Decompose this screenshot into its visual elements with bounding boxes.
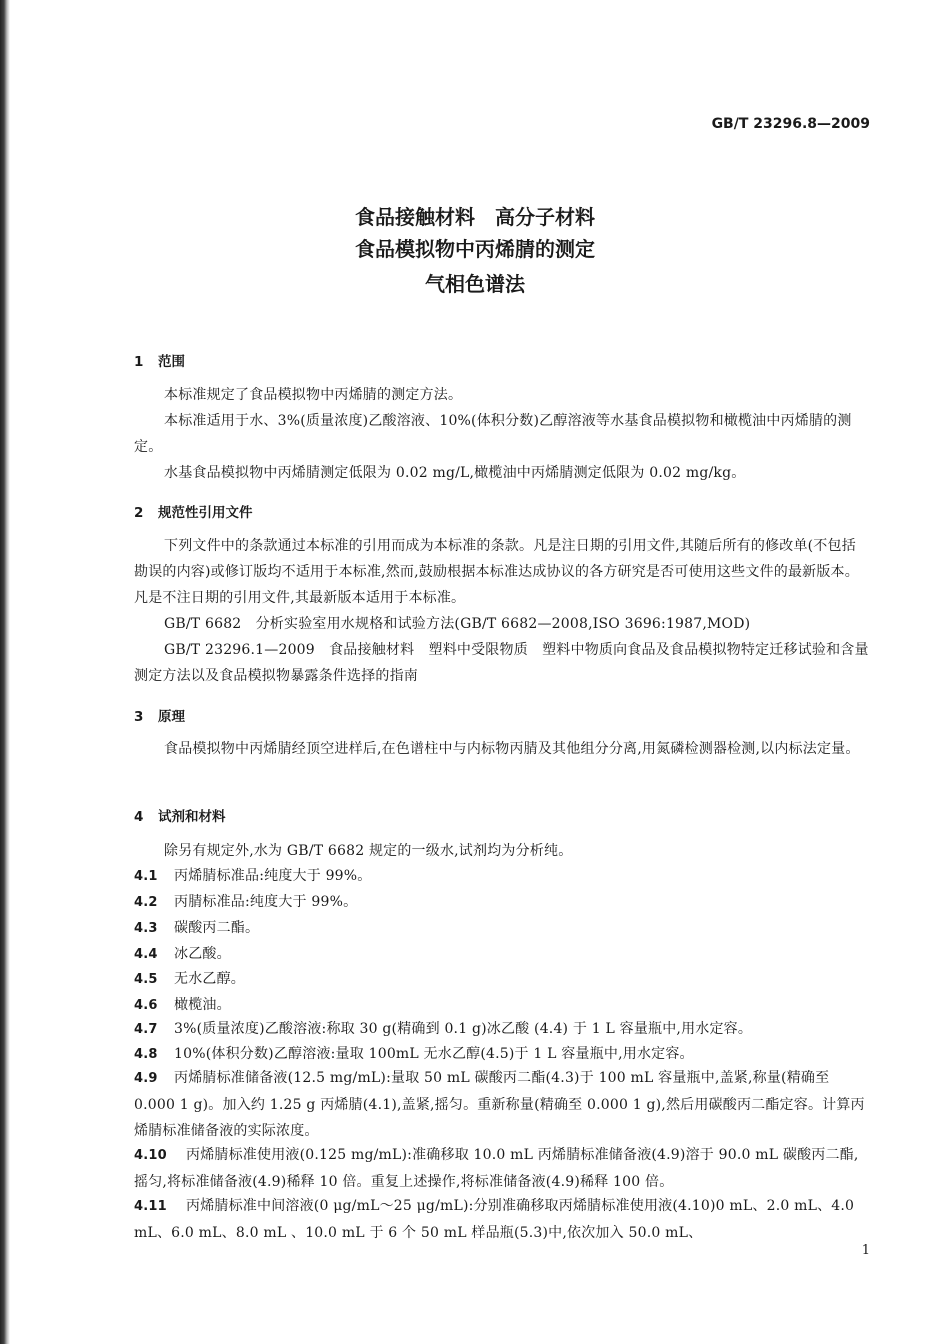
section-number: 1 bbox=[134, 354, 144, 370]
scan-edge bbox=[0, 0, 10, 1344]
reference-item: GB/T 6682 分析实验室用水规格和试验方法(GB/T 6682—2008,ISO 3696:1987,MOD) bbox=[164, 616, 751, 632]
standard-number: GB/T 23296.8—2009 bbox=[711, 116, 870, 132]
paragraph: 本标准适用于水、3%(质量浓度)乙酸溶液、10%(体积分数)乙醇溶液等水基食品模拟物和橄榄油中丙烯腈的测定。 bbox=[134, 413, 852, 455]
section-title: 原理 bbox=[158, 709, 185, 725]
paragraph: 食品模拟物中丙烯腈经顶空进样后,在色谱柱中与内标物丙腈及其他组分分离,用氮磷检测器检测,以内标法定量。 bbox=[164, 741, 860, 757]
list-item: 4.9 丙烯腈标准储备液(12.5 mg/mL):量取 50 mL 碳酸丙二酯(4.3)于 100 mL 容量瓶中,盖紧,称量(精确至 0.000 1 g)。加入约 1.25 g 丙烯腈(4.1),盖紧,摇匀。重新称量(精确至 0.000 1 g),然后用碳酸丙二酯定容。计算丙烯腈标准储备液的实际浓度。 bbox=[134, 1070, 865, 1139]
list-item: 4.5 无水乙醇。 bbox=[134, 971, 245, 987]
section-1-heading bbox=[134, 350, 185, 370]
paragraph: 本标准规定了食品模拟物中丙烯腈的测定方法。 bbox=[164, 387, 463, 403]
list-item: 4.7 3%(质量浓度)乙酸溶液:称取 30 g(精确到 0.1 g)冰乙酸 (4.4) 于 1 L 容量瓶中,用水定容。 bbox=[134, 1021, 753, 1037]
section-title: 范围 bbox=[158, 354, 185, 370]
paragraph: 除另有规定外,水为 GB/T 6682 规定的一级水,试剂均为分析纯。 bbox=[164, 843, 573, 859]
page-number: 1 bbox=[861, 1243, 870, 1258]
section-3-heading bbox=[134, 705, 185, 725]
list-item: 4.10 丙烯腈标准使用液(0.125 mg/mL):准确移取 10.0 mL 丙烯腈标准储备液(4.9)溶于 90.0 mL 碳酸丙二酯,摇匀,将标准储备液(4.9)稀释 10 倍。重复上述操作,将标准储备液(4.9)稀释 100 倍。 bbox=[134, 1147, 859, 1190]
paragraph: 下列文件中的条款通过本标准的引用而成为本标准的条款。凡是注日期的引用文件,其随后所有的修改单(不包括勘误的内容)或修订版均不适用于本标准,然而,鼓励根据本标准达成协议的各方研究是否可使用这些文件的最新版本。凡是不注日期的引用文件,其最新版本适用于本标准。 bbox=[134, 538, 859, 606]
list-item: 4.3 碳酸丙二酯。 bbox=[134, 920, 260, 936]
list-item: 4.8 10%(体积分数)乙醇溶液:量取 100mL 无水乙醇(4.5)于 1 L 容量瓶中,用水定容。 bbox=[134, 1046, 694, 1062]
section-2-heading bbox=[134, 501, 253, 521]
list-item: 4.4 冰乙酸。 bbox=[134, 946, 231, 962]
section-title: 试剂和材料 bbox=[158, 809, 226, 825]
list-item: 4.6 橄榄油。 bbox=[134, 997, 231, 1013]
title-line-3: 气相色谱法 bbox=[425, 272, 525, 296]
section-title: 规范性引用文件 bbox=[158, 505, 253, 521]
title-line-2: 食品模拟物中丙烯腈的测定 bbox=[355, 237, 595, 261]
section-number: 4 bbox=[134, 809, 144, 825]
list-item: 4.2 丙腈标准品:纯度大于 99%。 bbox=[134, 894, 358, 910]
section-number: 2 bbox=[134, 505, 144, 521]
list-item: 4.1 丙烯腈标准品:纯度大于 99%。 bbox=[134, 868, 372, 884]
reference-item: GB/T 23296.1—2009 食品接触材料 塑料中受限物质 塑料中物质向食品及食品模拟物特定迁移试验和含量测定方法以及食品模拟物暴露条件选择的指南 bbox=[134, 642, 869, 684]
list-item: 4.11 丙烯腈标准中间溶液(0 μg/mL～25 μg/mL):分别准确移取丙烯腈标准使用液(4.10)0 mL、2.0 mL、4.0 mL、6.0 mL、8.0 mL 、10.0 mL 于 6 个 50 mL 样品瓶(5.3)中,依次加入 50.0 mL、 bbox=[134, 1198, 855, 1241]
section-4-heading bbox=[134, 805, 226, 825]
title-line-1: 食品接触材料 高分子材料 bbox=[355, 205, 595, 229]
paragraph: 水基食品模拟物中丙烯腈测定低限为 0.02 mg/L,橄榄油中丙烯腈测定低限为 0.02 mg/kg。 bbox=[164, 465, 746, 481]
section-number: 3 bbox=[134, 709, 144, 725]
